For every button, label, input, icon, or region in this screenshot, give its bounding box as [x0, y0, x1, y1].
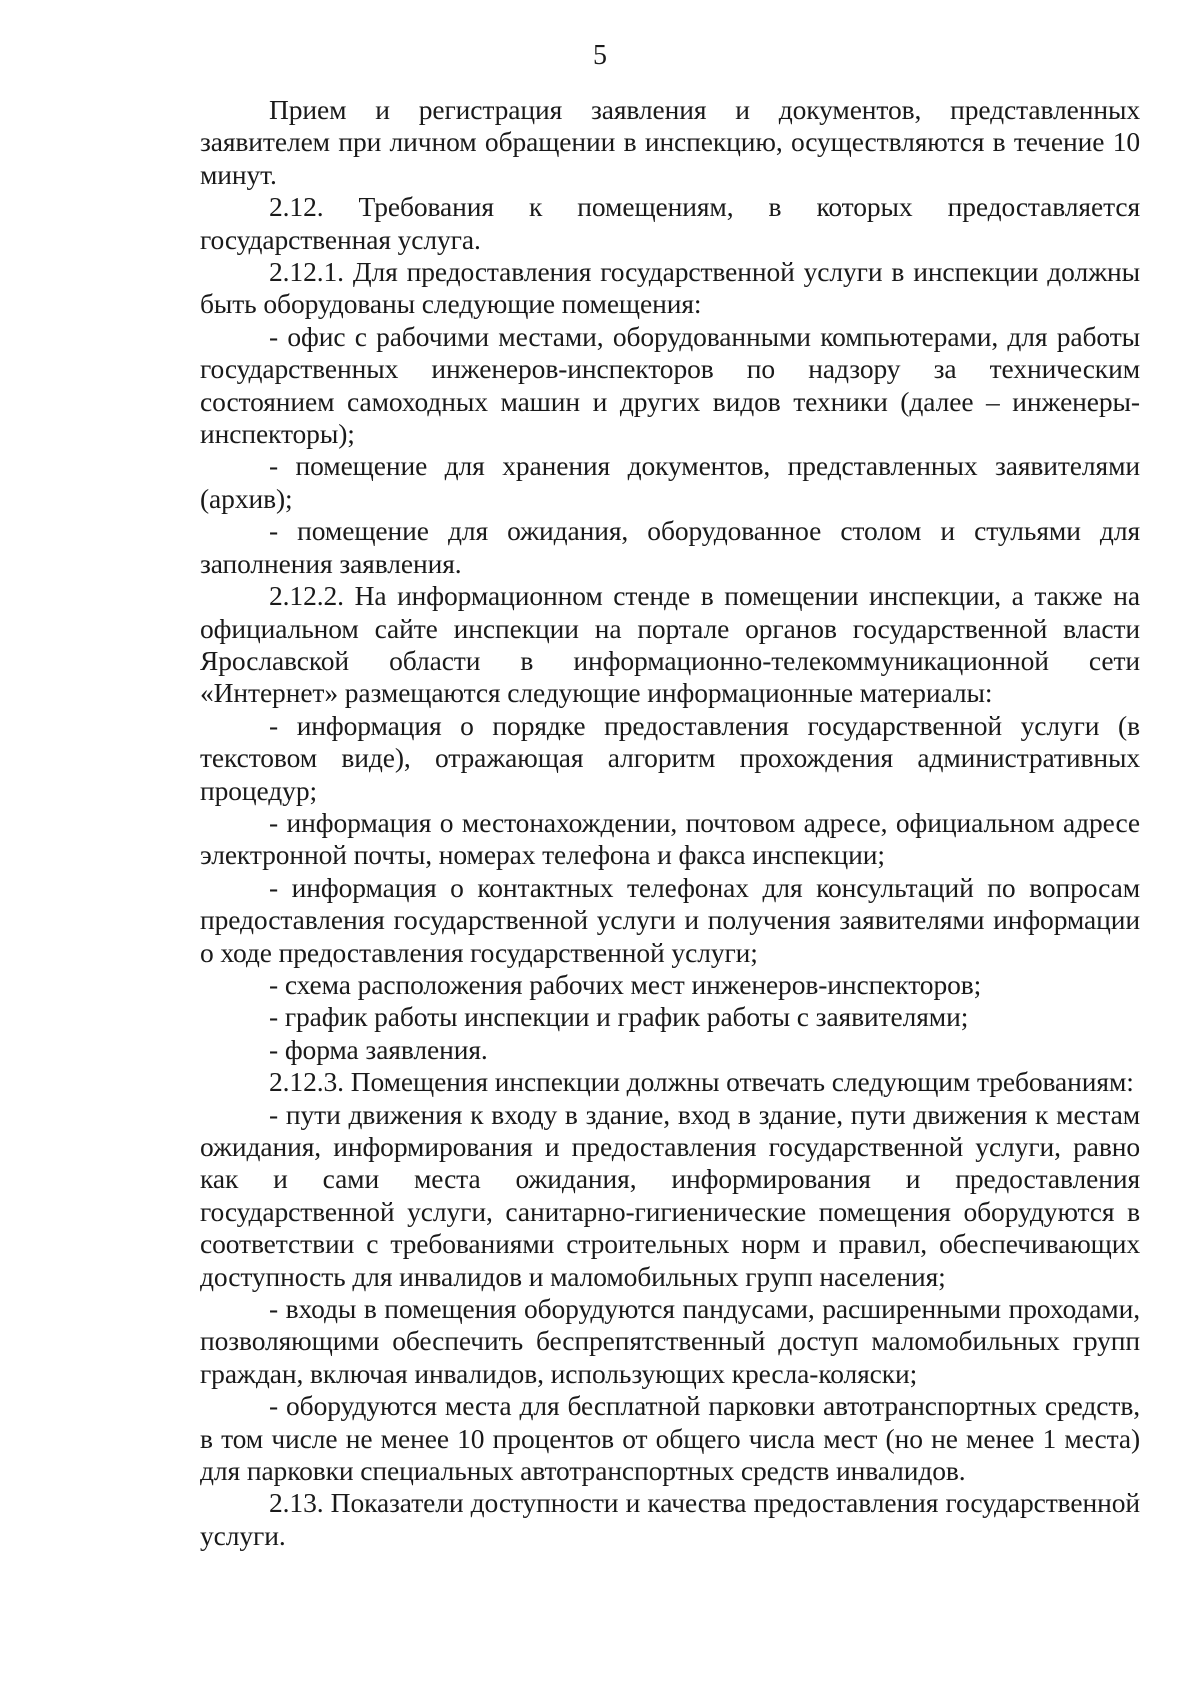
list-item: - информация о местонахождении, почтовом адресе, официальном адресе электронной почты, номерах телефона и факса инспекции; [200, 806, 1140, 871]
document-body [200, 94, 1140, 1552]
paragraph-2-12-3: 2.12.3. Помещения инспекции должны отвечать следующим требованиям: [269, 1066, 1134, 1098]
paragraph-2-12-2: 2.12.2. На информационном стенде в помещении инспекции, а также на официальном сайте инспекции на портале органов государственной власти Ярославской области в информационно-телекоммуникационной сети «Интернет» размещаются следующие информационные материалы: [200, 580, 1140, 709]
list-item: - входы в помещения оборудуются пандусами, расширенными проходами, позволяющими обеспечить беспрепятственный доступ маломобильных групп граждан, включая инвалидов, использующих кресла-коляски; [200, 1293, 1140, 1389]
list-item: - схема расположения рабочих мест инженеров-инспекторов; [269, 968, 982, 1000]
list-item: - форма заявления. [269, 1033, 488, 1065]
list-item: - офис с рабочими местами, оборудованными компьютерами, для работы государственных инженеров-инспекторов по надзору за техническим состоянием самоходных машин и других видов техники (далее – инженеры-инспекторы); [200, 320, 1140, 450]
page-number: 5 [593, 40, 607, 71]
section-heading-2-13: 2.13. Показатели доступности и качества предоставления государственной услуги. [200, 1487, 1140, 1551]
list-item: - помещение для хранения документов, представленных заявителями (архив); [200, 450, 1140, 514]
list-item: - информация о порядке предоставления государственной услуги (в текстовом виде), отражающая алгоритм прохождения административных процедур; [200, 709, 1140, 806]
paragraph: Прием и регистрация заявления и документов, представленных заявителем при личном обращении в инспекцию, осуществляются в течение 10 минут. [200, 94, 1140, 190]
list-item: - оборудуются места для бесплатной парковки автотранспортных средств, в том числе не менее 10 процентов от общего числа мест (но не менее 1 места) для парковки специальных автотранспортных средств инвалидов. [200, 1390, 1140, 1487]
list-item: - помещение для ожидания, оборудованное столом и стульями для заполнения заявления. [200, 515, 1140, 579]
paragraph-2-12-1: 2.12.1. Для предоставления государственной услуги в инспекции должны быть оборудованы следующие помещения: [200, 256, 1140, 320]
list-item: - пути движения к входу в здание, вход в здание, пути движения к местам ожидания, информирования и предоставления государственной услуги, равно как и сами места ожидания, информирования и предоставления государственной услуги, санитарно-гигиенические помещения оборудуются в соответствии с требованиями строительных норм и правил, обеспечивающих доступность для инвалидов и маломобильных групп населения; [200, 1098, 1140, 1292]
list-item: - график работы инспекции и график работы с заявителями; [269, 1001, 969, 1033]
section-heading-2-12: 2.12. Требования к помещениям, в которых предоставляется государственная услуга. [200, 191, 1140, 255]
list-item: - информация о контактных телефонах для консультаций по вопросам предоставления государственной услуги и получения заявителями информации о ходе предоставления государственной услуги; [200, 871, 1140, 968]
